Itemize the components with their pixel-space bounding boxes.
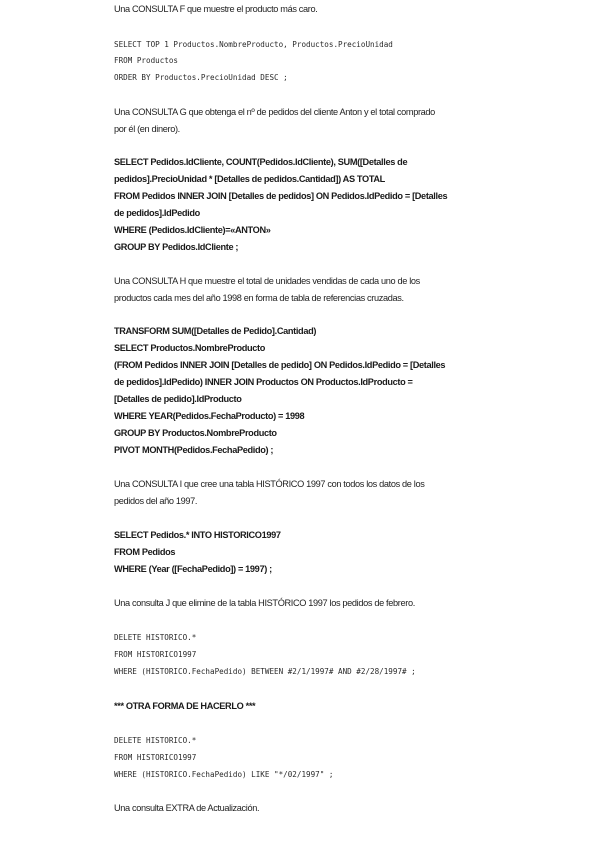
alternative-sql-line-1: DELETE HISTORICO.*	[114, 736, 197, 745]
consulta-i-description-line-1: Una CONSULTA I que cree una tabla HISTÓRICO 1997 con todos los datos de los	[114, 479, 425, 489]
consulta-f-sql-line-2: FROM Productos	[114, 56, 179, 65]
consulta-h-description-line-1: Una CONSULTA H que muestre el total de unidades vendidas de cada uno de los	[114, 276, 420, 286]
consulta-g-description-line-2: por él (en dinero).	[114, 124, 180, 134]
consulta-h-sql-line-8: PIVOT MONTH(Pedidos.FechaPedido) ;	[114, 445, 274, 455]
consulta-h-sql-line-1: TRANSFORM SUM([Detalles de Pedido].Cantidad)	[114, 326, 317, 336]
consulta-f-sql-line-1: SELECT TOP 1 Productos.NombreProducto, Productos.PrecioUnidad	[114, 40, 393, 49]
alternative-sql-line-3: WHERE (HISTORICO.FechaPedido) LIKE "*/02/1997" ;	[114, 770, 334, 779]
alternative-sql-line-2: FROM HISTORICO1997	[114, 753, 197, 762]
consulta-g-sql-line-2: pedidos].PrecioUnidad * [Detalles de pedidos.Cantidad]) AS TOTAL	[114, 174, 385, 184]
consulta-i-description-line-2: pedidos del año 1997.	[114, 496, 198, 506]
consulta-j-description: Una consulta J que elimine de la tabla HISTÓRICO 1997 los pedidos de febrero.	[114, 598, 415, 608]
consulta-j-sql-line-2: FROM HISTORICO1997	[114, 650, 197, 659]
consulta-j-sql-line-1: DELETE HISTORICO.*	[114, 633, 197, 642]
consulta-extra-description: Una consulta EXTRA de Actualización.	[114, 803, 260, 813]
consulta-f-description: Una CONSULTA F que muestre el producto más caro.	[114, 4, 318, 14]
consulta-h-sql-line-5: [Detalles de pedido].IdProducto	[114, 394, 242, 404]
consulta-h-sql-line-3: (FROM Pedidos INNER JOIN [Detalles de pedido] ON Pedidos.IdPedido = [Detalles	[114, 360, 446, 370]
consulta-j-sql-line-3: WHERE (HISTORICO.FechaPedido) BETWEEN #2/1/1997# AND #2/28/1997# ;	[114, 667, 416, 676]
consulta-i-sql-line-3: WHERE (Year ([FechaPedido]) = 1997) ;	[114, 564, 272, 574]
consulta-g-sql-line-1: SELECT Pedidos.IdCliente, COUNT(Pedidos.IdCliente), SUM([Detalles de	[114, 157, 408, 167]
consulta-g-sql-line-6: GROUP BY Pedidos.IdCliente ;	[114, 242, 239, 252]
consulta-h-sql-line-6: WHERE YEAR(Pedidos.FechaProducto) = 1998	[114, 411, 305, 421]
consulta-h-description-line-2: productos cada mes del año 1998 en forma de tabla de referencias cruzadas.	[114, 293, 404, 303]
alternative-heading: *** OTRA FORMA DE HACERLO ***	[114, 701, 256, 711]
consulta-g-sql-line-5: WHERE (Pedidos.IdCliente)=«ANTON»	[114, 225, 271, 235]
consulta-g-sql-line-4: de pedidos].IdPedido	[114, 208, 200, 218]
consulta-h-sql-line-7: GROUP BY Productos.NombreProducto	[114, 428, 277, 438]
consulta-i-sql-line-1: SELECT Pedidos.* INTO HISTORICO1997	[114, 530, 281, 540]
consulta-i-sql-line-2: FROM Pedidos	[114, 547, 176, 557]
consulta-f-sql-line-3: ORDER BY Productos.PrecioUnidad DESC ;	[114, 73, 288, 82]
consulta-h-sql-line-4: de pedidos].IdPedido) INNER JOIN Productos ON Productos.IdProducto =	[114, 377, 413, 387]
consulta-h-sql-line-2: SELECT Productos.NombreProducto	[114, 343, 265, 353]
consulta-g-description-line-1: Una CONSULTA G que obtenga el nº de pedidos del cliente Anton y el total comprado	[114, 107, 435, 117]
consulta-g-sql-line-3: FROM Pedidos INNER JOIN [Detalles de pedidos] ON Pedidos.IdPedido = [Detalles	[114, 191, 448, 201]
